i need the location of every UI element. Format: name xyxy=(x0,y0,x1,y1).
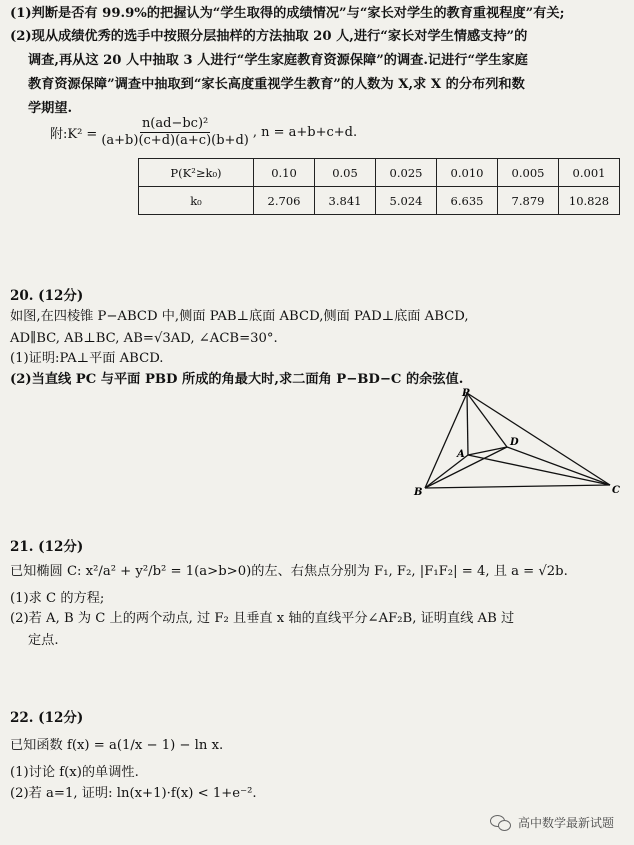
wechat-icon xyxy=(490,815,512,831)
q20-heading: 20. (12分) xyxy=(10,288,84,304)
table-row xyxy=(139,187,620,215)
q21-part2-line2: 定点. xyxy=(28,633,59,648)
table-cell: 0.001 xyxy=(559,159,620,187)
edge-PA xyxy=(467,393,468,455)
q20-line1: 如图,在四棱锥 P−ABCD 中,侧面 PAB⊥底面 ABCD,侧面 PAD⊥底面 ABCD, xyxy=(10,309,469,324)
q21-line1: 已知椭圆 C: x²/a² + y²/b² = 1(a>b>0)的左、右焦点分别为 F₁, F₂, |F₁F₂| = 4, 且 a = √2b. xyxy=(10,564,568,579)
formula-numerator: n(ad−bc)² xyxy=(141,116,209,131)
table-cell: 7.879 xyxy=(498,187,559,215)
label-C: C xyxy=(612,485,620,496)
table-header-cell: k₀ xyxy=(139,187,254,215)
table-header-cell: P(K²≥k₀) xyxy=(139,159,254,187)
label-A: A xyxy=(457,449,465,460)
table-cell: 0.005 xyxy=(498,159,559,187)
label-D: D xyxy=(510,437,519,448)
q22-heading: 22. (12分) xyxy=(10,710,84,726)
q19-part2-line2: 调查,再从这 20 人中抽取 3 人进行“学生家庭教育资源保障”的调查.记进行“学生家庭 xyxy=(28,53,528,68)
table-cell: 5.024 xyxy=(376,187,437,215)
q19-part2-line3: 教育资源保障”调查中抽取到“家长高度重视学生教育”的人数为 X,求 X 的分布列和数 xyxy=(28,77,525,92)
table-cell: 3.841 xyxy=(315,187,376,215)
pyramid-figure xyxy=(410,385,625,500)
table-cell: 10.828 xyxy=(559,187,620,215)
edge-PC xyxy=(467,393,610,485)
q20-part1: (1)证明:PA⊥平面 ABCD. xyxy=(10,351,164,366)
edge-PD xyxy=(467,393,507,447)
table-cell: 0.05 xyxy=(315,159,376,187)
formula-fraction xyxy=(101,116,249,149)
q20-part2: (2)当直线 PC 与平面 PBD 所成的角最大时,求二面角 P−BD−C 的余弦值. xyxy=(10,372,464,387)
q21-part2-line1: (2)若 A, B 为 C 上的两个动点, 过 F₂ 且垂直 x 轴的直线平分∠AF₂B, 证明直线 AB 过 xyxy=(10,611,515,626)
table-cell: 0.010 xyxy=(437,159,498,187)
formula-prefix: 附:K² = xyxy=(50,127,98,142)
q19-part1: (1)判断是否有 99.9%的把握认为“学生取得的成绩情况”与“家长对学生的教育重视程度”有关; xyxy=(10,6,565,21)
formula-denominator: (a+b)(c+d)(a+c)(b+d) xyxy=(101,133,249,148)
q22-line1: 已知函数 f(x) = a(1/x − 1) − ln x. xyxy=(10,738,224,753)
table-row xyxy=(139,159,620,187)
label-B: B xyxy=(414,487,423,498)
edge-BD xyxy=(425,447,507,488)
label-P: P xyxy=(462,388,470,399)
table-cell: 2.706 xyxy=(254,187,315,215)
wechat-watermark xyxy=(490,814,614,831)
q21-heading: 21. (12分) xyxy=(10,539,84,555)
edge-BC xyxy=(425,485,610,488)
k2-formula xyxy=(50,116,357,149)
q19-part2-line1: (2)现从成绩优秀的选手中按照分层抽样的方法抽取 20 人,进行“家长对学生情感支持”的 xyxy=(10,29,528,44)
table-cell: 0.10 xyxy=(254,159,315,187)
q19-part2-line4: 学期望. xyxy=(28,101,73,116)
formula-suffix: , n = a+b+c+d. xyxy=(252,125,358,140)
table-cell: 0.025 xyxy=(376,159,437,187)
watermark-text: 高中数学最新试题 xyxy=(517,816,614,830)
k2-critical-value-table xyxy=(138,158,620,215)
q20-line2: AD∥BC, AB⊥BC, AB=√3AD, ∠ACB=30°. xyxy=(10,331,278,346)
table-cell: 6.635 xyxy=(437,187,498,215)
edge-AD xyxy=(468,447,507,455)
q22-part1: (1)讨论 f(x)的单调性. xyxy=(10,765,139,780)
q22-part2: (2)若 a=1, 证明: ln(x+1)·f(x) < 1+e⁻². xyxy=(10,786,257,801)
q21-part1: (1)求 C 的方程; xyxy=(10,591,105,606)
edge-AC xyxy=(468,455,610,485)
edge-PB xyxy=(425,393,467,488)
